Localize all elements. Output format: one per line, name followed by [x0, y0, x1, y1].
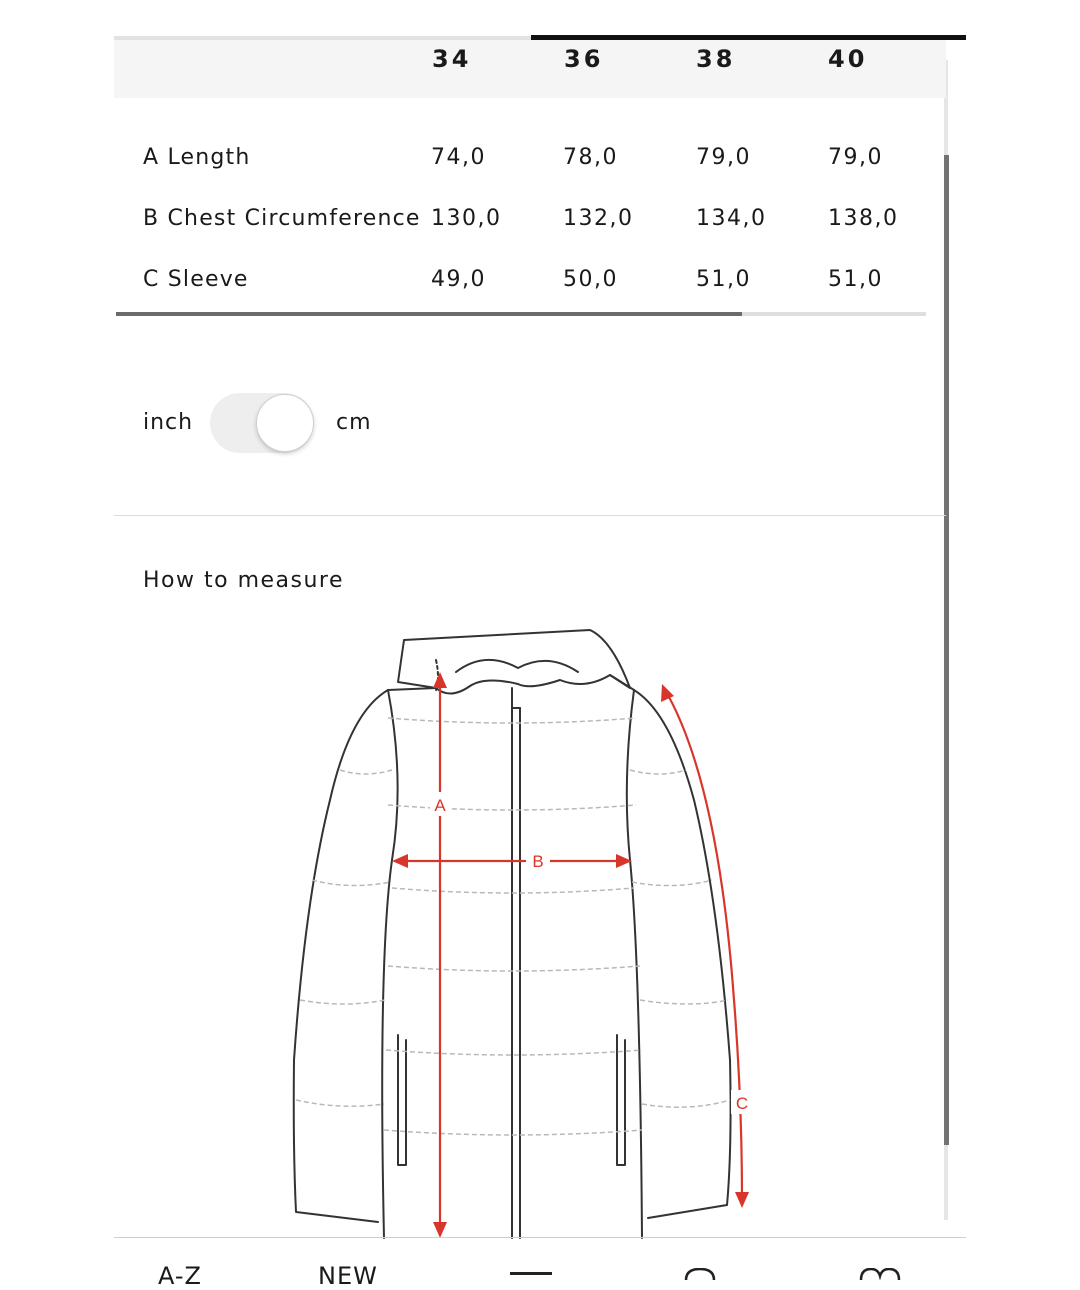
table-cell: 78,0: [563, 145, 618, 170]
row-label-length: A Length: [143, 145, 251, 170]
table-cell: 50,0: [563, 267, 618, 292]
size-header-34: 34: [432, 45, 472, 73]
table-cell: 49,0: [431, 267, 486, 292]
table-cell: 130,0: [431, 206, 502, 231]
table-hscroll-thumb[interactable]: [116, 312, 742, 316]
table-cell: 138,0: [828, 206, 899, 231]
row-label-chest: B Chest Circumference: [143, 206, 421, 231]
table-cell: 51,0: [828, 267, 883, 292]
table-cell: 74,0: [431, 145, 486, 170]
table-cell: 132,0: [563, 206, 634, 231]
nav-item-az[interactable]: A-Z: [158, 1262, 202, 1290]
unit-toggle-knob[interactable]: [256, 394, 314, 452]
row-label-sleeve: C Sleeve: [143, 267, 249, 292]
unit-label-cm[interactable]: cm: [336, 410, 372, 435]
nav-item-new[interactable]: NEW: [318, 1262, 378, 1290]
jacket-measure-diagram: [280, 620, 780, 1240]
how-to-measure-title: How to measure: [143, 568, 345, 593]
size-header-36: 36: [564, 45, 604, 73]
table-cell: 79,0: [828, 145, 883, 170]
section-divider: [114, 515, 946, 516]
bottom-nav-divider: [114, 1237, 966, 1238]
marker-c-label: C: [735, 1094, 749, 1113]
search-icon[interactable]: [684, 1268, 716, 1280]
table-cell: 79,0: [696, 145, 751, 170]
size-header-40: 40: [828, 45, 868, 73]
size-header-row: [114, 40, 946, 98]
table-cell: 51,0: [696, 267, 751, 292]
unit-label-inch[interactable]: inch: [143, 410, 194, 435]
menu-icon[interactable]: [510, 1272, 552, 1275]
marker-a-label: A: [434, 796, 446, 815]
marker-b-label: B: [532, 852, 544, 871]
table-cell: 134,0: [696, 206, 767, 231]
page-scrollbar-thumb[interactable]: [944, 155, 949, 1145]
heart-icon[interactable]: [858, 1268, 902, 1280]
size-header-38: 38: [696, 45, 736, 73]
